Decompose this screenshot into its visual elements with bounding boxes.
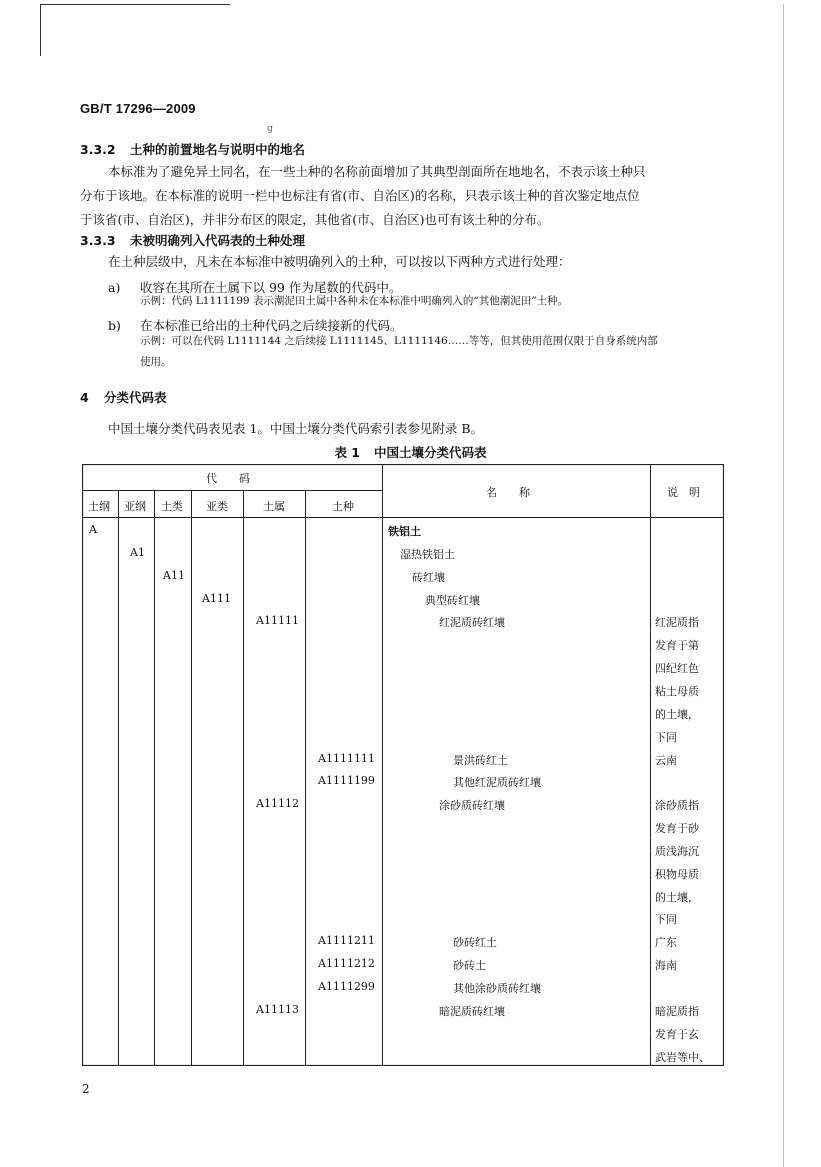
paragraph-line: 本标准为了避免异土同名，在一些土种的名称前面增加了其典型剖面所在地地名，不表示该土种只: [108, 164, 646, 179]
section-4-body: [80, 417, 720, 441]
table-cell-code: A1: [130, 545, 145, 559]
table-cell-name: 砂砖红土: [453, 936, 497, 950]
header-suborder: 亚纲: [124, 500, 146, 513]
table-cell-name: 其他涂砂质砖红壤: [453, 982, 541, 995]
header-order: 土纲: [88, 500, 110, 513]
code-group-header: 代 码: [206, 472, 250, 485]
header-species: 土种: [332, 500, 354, 513]
table-cell-code: A1111199: [318, 774, 375, 788]
table-cell-remark: 下同: [655, 913, 677, 927]
table-cell-code: A11111: [256, 614, 299, 628]
table-cell-code: A1111212: [318, 957, 375, 971]
table-caption-label: 表 1: [334, 445, 361, 460]
soil-classification-table: [82, 464, 724, 1066]
section-number: 3.3.2: [80, 142, 116, 157]
table-cell-name: 砖红壤: [412, 570, 445, 584]
table-cell-remark: 的土壤，: [655, 890, 699, 904]
table-cell-remark: 发育于玄: [655, 1027, 699, 1041]
stray-mark: ց: [267, 124, 273, 134]
table-cell-remark: 海南: [655, 959, 677, 973]
table-cell-code: A: [89, 523, 97, 536]
table-cell-remark: 涂砂质指: [655, 799, 699, 813]
table-cell-name: 湿热铁铝土: [400, 547, 455, 561]
table-cell-remark: 下同: [655, 730, 677, 744]
table-cell-remark: 武岩等中、: [655, 1050, 710, 1064]
table-cell-name: 暗泥质砖红壤: [439, 1004, 505, 1018]
table-cell-remark: 质浅海沉: [655, 844, 699, 858]
list-text: 收容在其所在土属下以 99 作为尾数的代码中。: [140, 280, 402, 295]
corner-mark-left: [40, 4, 41, 56]
list-label: a): [108, 280, 121, 295]
table-cell-remark: 红泥质指: [655, 616, 699, 630]
list-text: 在本标准已给出的土种代码之后续接新的代码。: [140, 318, 403, 333]
table-cell-name: 典型砖红壤: [425, 593, 480, 607]
section-number: 3.3.3: [80, 233, 116, 248]
table-cell-code: A1111111: [318, 751, 375, 765]
page-number: 2: [82, 1082, 90, 1096]
table-cell-remark: 发育于砂: [655, 822, 699, 836]
header-group: 土类: [161, 500, 183, 513]
paragraph-line: 于该省(市、自治区)，并非分布区的限定，其他省(市、自治区)也可有该土种的分布。: [80, 212, 550, 227]
table-cell-remark: 发育于第: [655, 639, 699, 653]
header-family: 土属: [263, 500, 285, 513]
scan-edge-line: [783, 4, 784, 1167]
table-cell-name: 红泥质砖红壤: [439, 616, 505, 630]
section-title: 未被明确列入代码表的土种处理: [130, 233, 306, 248]
table-cell-name: 景洪砖红土: [453, 753, 508, 767]
table-cell-code: A11113: [256, 1002, 299, 1016]
section-3-3-2-heading: [80, 140, 305, 158]
table-cell-name: 涂砂质砖红壤: [439, 799, 505, 813]
table-caption-text: 中国土壤分类代码表: [374, 445, 487, 460]
table-cell-code: A1111299: [318, 980, 375, 993]
table-cell-remark: 四纪红色: [655, 662, 699, 676]
table-cell-name: 铁铝土: [388, 525, 421, 538]
paragraph-line: 在土种层级中，凡未在本标准中被明确列入的土种，可以按以下两种方式进行处理：: [108, 254, 571, 269]
table-cell-code: A111: [202, 591, 231, 605]
example-line: 示例：可以在代码 L1111144 之后续接 L1111145、L1111146……等等，但其使用范围仅限于自身系统内部: [140, 335, 658, 347]
section-3-3-2-body: [80, 160, 720, 232]
table-cell-remark: 的土壤，: [655, 707, 699, 721]
table-cell-name: 砂砖土: [453, 959, 486, 973]
standard-code: GB/T 17296—2009: [80, 101, 196, 116]
section-title: 分类代码表: [104, 390, 167, 405]
example-line: 使用。: [140, 356, 172, 368]
table-cell-code: A11112: [256, 797, 299, 811]
example-b: [140, 331, 725, 373]
section-title: 土种的前置地名与说明中的地名: [130, 142, 306, 157]
table-cell-remark: 广东: [655, 936, 677, 950]
section-number: 4: [80, 390, 89, 405]
paragraph-line: 中国土壤分类代码表见表 1。中国土壤分类代码索引表参见附录 B。: [108, 421, 484, 436]
table-cell-remark: 积物母质: [655, 867, 699, 881]
table-cell-name: 其他红泥质砖红壤: [453, 776, 541, 790]
table-cell-remark: 云南: [655, 753, 677, 767]
table-cell-code: A11: [163, 568, 185, 582]
table-cell-remark: 暗泥质指: [655, 1004, 699, 1018]
table-cell-code: A1111211: [318, 934, 375, 948]
table-cell-remark: 粘土母质: [655, 684, 699, 698]
corner-mark-top: [40, 4, 230, 5]
paragraph-line: 分布于该地。在本标准的说明一栏中也标注有省(市、自治区)的名称，只表示该土种的首次鉴定地点位: [80, 188, 640, 203]
header-subgroup: 亚类: [206, 500, 228, 513]
section-3-3-3-intro: [80, 250, 720, 274]
section-3-3-3-heading: [80, 231, 305, 249]
name-header: 名 称: [486, 486, 530, 499]
table-caption: [0, 443, 821, 461]
example-a: 示例：代码 L1111199 表示潮泥田土属中各种未在本标准中明确列入的“其他潮泥田”土种。: [140, 295, 569, 307]
list-label: b): [108, 318, 121, 333]
section-4-heading: [80, 388, 167, 406]
remark-header: 说 明: [667, 486, 700, 499]
